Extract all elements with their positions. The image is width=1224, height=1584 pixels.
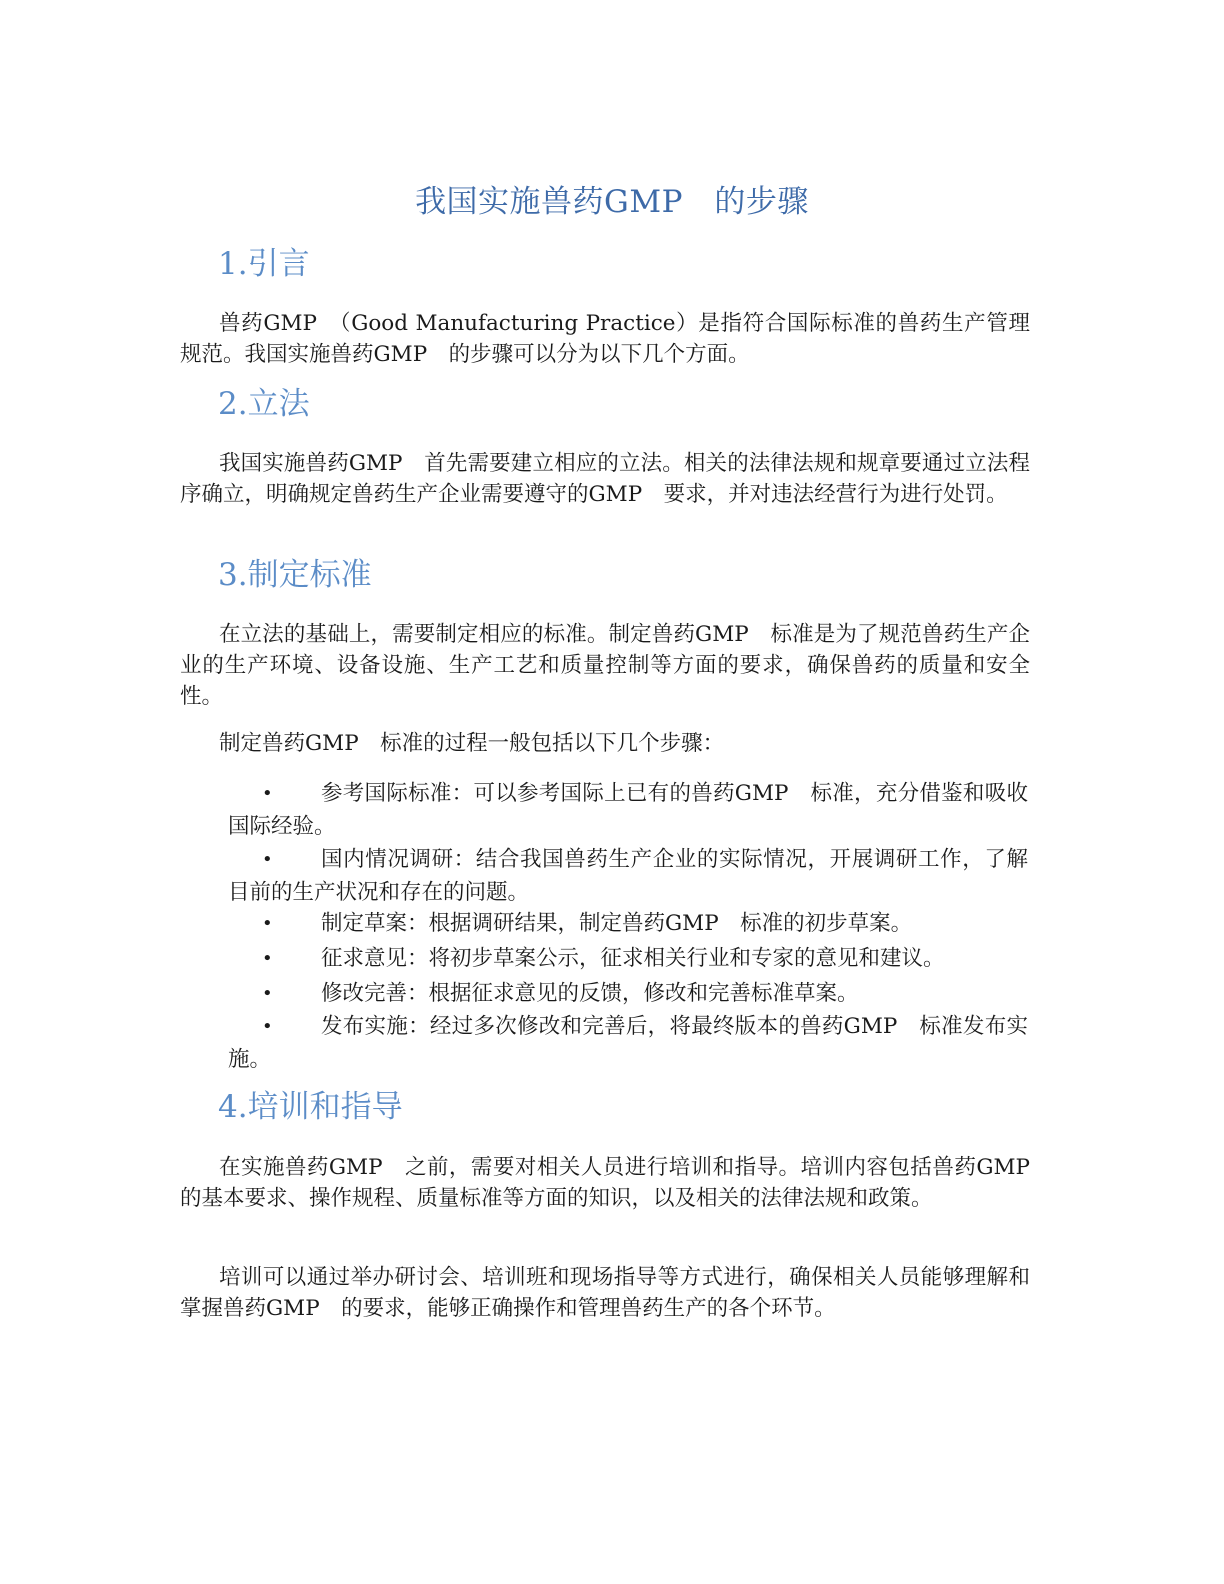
section-heading-standards: 3.制定标准 xyxy=(218,557,372,593)
paragraph-training-methods: 培训可以通过举办研讨会、培训班和现场指导等方式进行，确保相关人员能够理解和掌握兽药GMP 的要求，能够正确操作和管理兽药生产的各个环节。 xyxy=(180,1265,1030,1321)
list-item-revise: 修改完善：根据征求意见的反馈，修改和完善标准草案。 xyxy=(321,981,859,1006)
list-item-solicit-opinions: 征求意见：将初步草案公示，征求相关行业和专家的意见和建议。 xyxy=(321,946,945,971)
paragraph-standards-steps-intro: 制定兽药GMP 标准的过程一般包括以下几个步骤： xyxy=(219,731,725,756)
section-heading-introduction: 1.引言 xyxy=(218,246,310,282)
document-title: 我国实施兽药GMP 的步骤 xyxy=(415,184,809,220)
list-item-domestic-research: 国内情况调研：结合我国兽药生产企业的实际情况，开展调研工作，了解目前的生产状况和存在的问题。 xyxy=(228,847,1028,905)
paragraph-training: 在实施兽药GMP 之前，需要对相关人员进行培训和指导。培训内容包括兽药GMP 的基本要求、操作规程、质量标准等方面的知识，以及相关的法律法规和政策。 xyxy=(180,1155,1052,1211)
list-item-draft: 制定草案：根据调研结果，制定兽药GMP 标准的初步草案。 xyxy=(321,911,913,936)
bullet-icon: • xyxy=(262,913,273,934)
bullet-icon: • xyxy=(262,983,273,1004)
paragraph-legislation: 我国实施兽药GMP 首先需要建立相应的立法。相关的法律法规和规章要通过立法程序确立，明确规定兽药生产企业需要遵守的GMP 要求，并对违法经营行为进行处罚。 xyxy=(180,451,1030,507)
section-heading-training: 4.培训和指导 xyxy=(218,1089,403,1125)
bullet-icon: • xyxy=(262,849,273,870)
section-heading-legislation: 2.立法 xyxy=(218,386,310,422)
bullet-icon: • xyxy=(262,783,273,804)
list-item-publish: 发布实施：经过多次修改和完善后，将最终版本的兽药GMP 标准发布实施。 xyxy=(228,1014,1028,1072)
paragraph-standards: 在立法的基础上，需要制定相应的标准。制定兽药GMP 标准是为了规范兽药生产企业的生产环境、设备设施、生产工艺和质量控制等方面的要求，确保兽药的质量和安全性。 xyxy=(180,622,1030,709)
paragraph-introduction: 兽药GMP （Good Manufacturing Practice）是指符合国际标准的兽药生产管理规范。我国实施兽药GMP 的步骤可以分为以下几个方面。 xyxy=(180,311,1030,367)
list-item-reference-international: 参考国际标准：可以参考国际上已有的兽药GMP 标准，充分借鉴和吸收国际经验。 xyxy=(228,781,1028,839)
bullet-icon: • xyxy=(262,948,273,969)
bullet-icon: • xyxy=(262,1016,273,1037)
